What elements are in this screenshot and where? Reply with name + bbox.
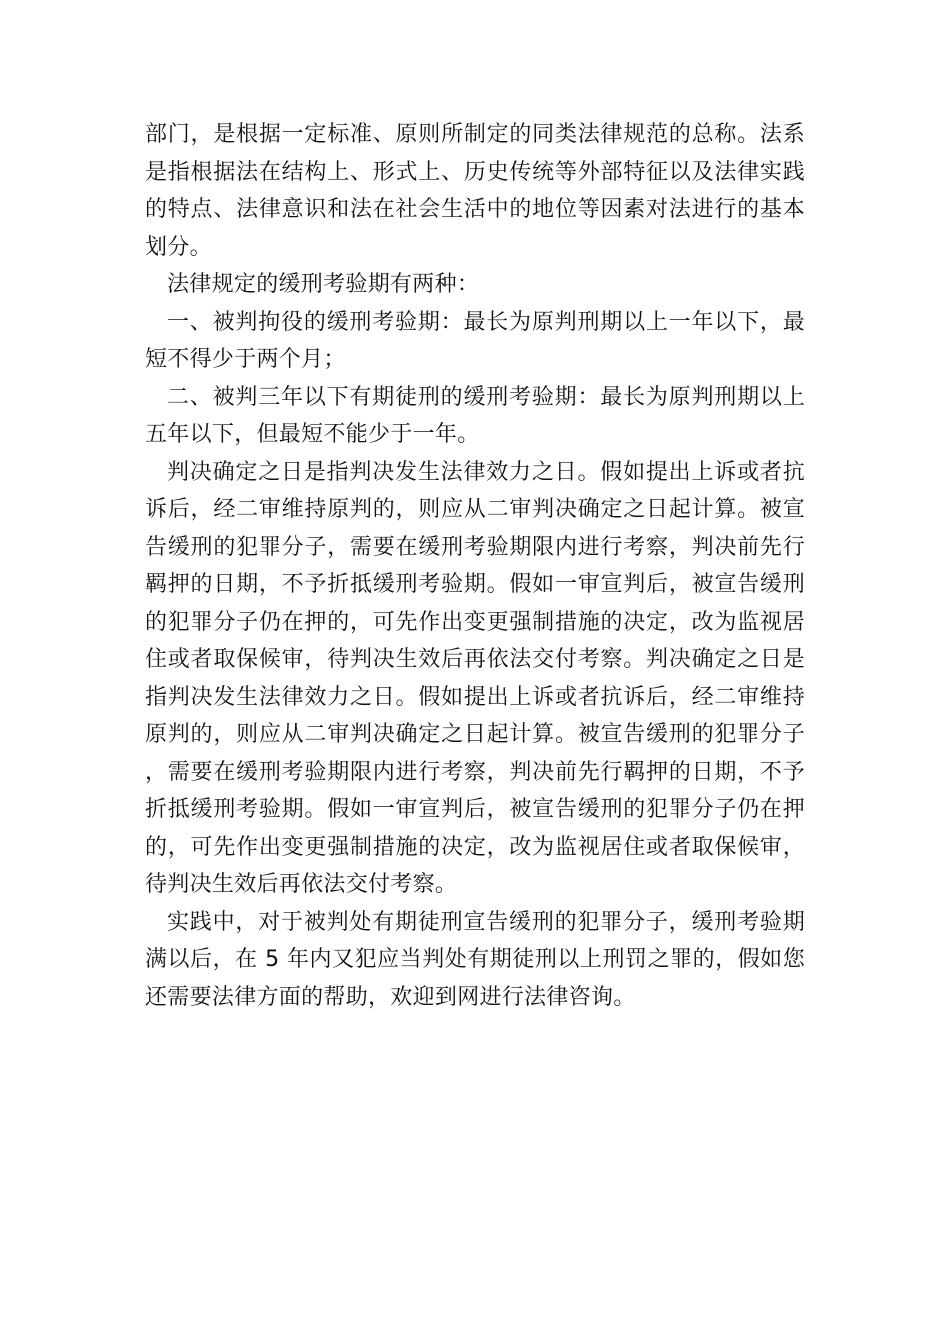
paragraph-practice-consultation: 实践中，对于被判处有期徒刑宣告缓刑的犯罪分子，缓刑考验期满以后，在 5 年内又犯应当判处有期徒刑以上刑罚之罪的，假如您还需要法律方面的帮助，欢迎到网进行法律咨询。 bbox=[145, 909, 805, 1010]
paragraph-legal-system-definition: 部门，是根据一定标准、原则所制定的同类法律规范的总称。法系是指根据法在结构上、形式上、历史传统等外部特征以及法律实践的特点、法律意识和法在社会生活中的地位等因素对法进行的基本划分。 bbox=[145, 122, 805, 260]
paragraph-probation-fixed-term: 二、被判三年以下有期徒刑的缓刑考验期：最长为原判刑期以上五年以下，但最短不能少于一年。 bbox=[145, 384, 805, 447]
document-body bbox=[145, 116, 805, 1016]
paragraph-probation-detention: 一、被判拘役的缓刑考验期：最长为原判刑期以上一年以下，最短不得少于两个月； bbox=[145, 309, 805, 372]
paragraph-judgment-effective-date: 判决确定之日是指判决发生法律效力之日。假如提出上诉或者抗诉后，经二审维持原判的，则应从二审判决确定之日起计算。被宣告缓刑的犯罪分子，需要在缓刑考验期限内进行考察，判决前先行羁押的日期，不予折抵缓刑考验期。假如一审宣判后，被宣告缓刑的犯罪分子仍在押的，可先作出变更强制措施的决定，改为监视居住或者取保候审，待判决生效后再依法交付考察。判决确定之日是指判决发生法律效力之日。假如提出上诉或者抗诉后，经二审维持原判的，则应从二审判决确定之日起计算。被宣告缓刑的犯罪分子，需要在缓刑考验期限内进行考察，判决前先行羁押的日期，不予折抵缓刑考验期。假如一审宣判后，被宣告缓刑的犯罪分子仍在押的，可先作出变更强制措施的决定，改为监视居住或者取保候审，待判决生效后再依法交付考察。 bbox=[145, 459, 805, 897]
paragraph-probation-intro: 法律规定的缓刑考验期有两种： bbox=[167, 272, 480, 297]
